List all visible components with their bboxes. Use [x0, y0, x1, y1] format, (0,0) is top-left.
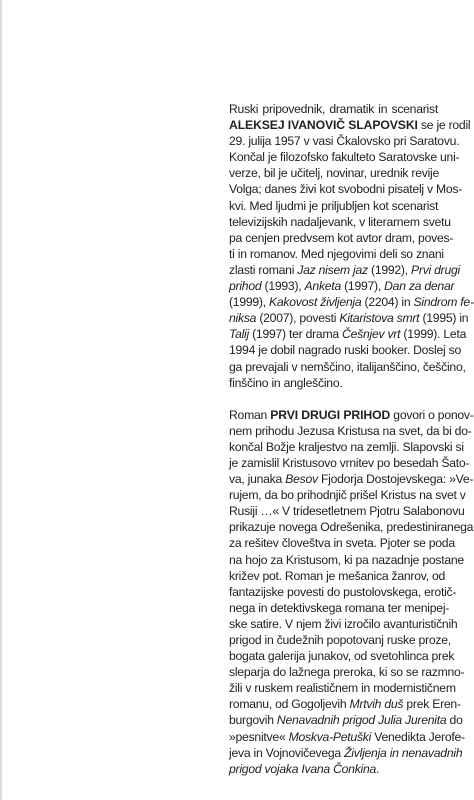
italic-text: Češnjev vrt: [342, 327, 401, 342]
text-line: [229, 455, 470, 471]
text-line: [229, 230, 454, 246]
page-edge: [0, 0, 3, 800]
italic-text: Talij: [229, 327, 249, 342]
italic-text: niksa: [229, 311, 257, 326]
text-line: [229, 745, 463, 761]
text-segment: .: [376, 761, 380, 776]
text-line: [229, 680, 456, 696]
text-segment: verze, bil je učitelj, novinar, urednik revije: [229, 166, 440, 181]
text-line: [229, 503, 465, 519]
text-segment: ti in romanov. Med njegovimi deli so znani: [229, 246, 444, 261]
text-line: [229, 149, 460, 165]
text-segment: Ruski pripovednik, dramatik in scenarist: [229, 102, 438, 116]
text-segment: Roman: [229, 407, 271, 422]
text-segment: 29. julija 1957 v vasi Čkalovsko pri Saratovu.: [229, 134, 460, 149]
text-segment: (2204) in: [361, 295, 414, 310]
text-segment: Fjodorja Dostojevskega: »Ve-: [317, 472, 474, 487]
text-segment: (1992),: [367, 262, 412, 277]
italic-text: Kitaristova smrt: [339, 311, 420, 326]
text-segment: bogata galerija junakov, od svetohlinca prek: [229, 649, 455, 664]
text-line: [229, 133, 460, 149]
text-segment: (1999). Leta: [400, 327, 467, 342]
text-segment: prek Eren-: [403, 697, 461, 712]
italic-text: Besov: [285, 472, 318, 487]
text-segment: (2007), povesti: [256, 311, 340, 326]
text-line: [229, 712, 463, 728]
text-line: [229, 165, 438, 181]
text-line: [229, 616, 458, 632]
italic-text: Anketa: [304, 279, 341, 294]
italic-text: prigod vojaka Ivana Čonkina: [229, 761, 377, 776]
text-segment: (1995) in: [419, 311, 469, 326]
italic-text: Moskva-Petuški: [288, 729, 372, 744]
text-segment: ske satire. V njem živi izročilo avanturističnih: [229, 616, 458, 631]
text-segment: (1993),: [261, 279, 305, 294]
text-line: [229, 487, 466, 503]
text-line: [229, 519, 474, 535]
text-segment: rujem, da bo prihodnjič prišel Kristus na svet v: [229, 488, 466, 503]
text-line: [229, 600, 450, 616]
text-line: [229, 439, 464, 455]
text-segment: do: [446, 713, 463, 728]
text-line: [229, 262, 460, 278]
text-segment: fantazijske povesti do pustolovskega, erotič-: [229, 584, 457, 599]
italic-text: Življenja in nenavadnih: [344, 745, 463, 760]
text-segment: (1997) ter drama: [248, 327, 343, 342]
text-segment: jeva in Vojnovičevega: [229, 745, 345, 760]
italic-text: Sindrom fe-: [413, 295, 474, 310]
text-segment: (1997),: [340, 279, 385, 294]
text-segment: je zamislil Kristusovo vrnitev po besedah Šato-: [229, 455, 470, 470]
text-line: [229, 310, 469, 326]
text-line: [229, 198, 438, 214]
text-line: [229, 423, 472, 439]
text-segment: Končal je filozofsko fakulteto Saratovske uni-: [229, 150, 460, 165]
text-line: [229, 632, 451, 648]
text-segment: »pesnitve«: [229, 729, 289, 744]
text-column: [229, 101, 474, 777]
text-line: [229, 359, 466, 375]
text-segment: križev pot. Roman je mešanica žanrov, od: [229, 568, 446, 583]
text-segment: Rusiji …« V tridesetletnem Pjotru Salabonovu: [229, 504, 465, 519]
text-segment: končal Božje kraljestvo na zemlji. Slapovski si: [229, 439, 464, 454]
text-segment: se je rodil: [417, 118, 471, 133]
text-line: [229, 664, 465, 680]
text-segment: kvi. Med ljudmi je priljubljen kot scenarist: [229, 198, 439, 213]
text-line: [229, 375, 438, 391]
text-segment: burgovih: [229, 713, 277, 728]
text-segment: va, junaka: [229, 472, 286, 487]
text-segment: nem prihodu Jezusa Kristusa na svet, da bi do-: [229, 423, 472, 438]
text-line: [229, 181, 463, 197]
text-segment: 1994 je dobil nagrado ruski booker. Doslej so: [229, 343, 461, 358]
text-segment: na hojo za Kristusom, ki pa nazadnje postane: [229, 552, 464, 567]
text-line: [229, 584, 457, 600]
text-line: [229, 101, 438, 117]
text-line: [229, 214, 451, 230]
text-line: [229, 761, 438, 777]
text-segment: romanu, od Gogoljevih: [229, 697, 350, 712]
bold-text: ALEKSEJ IVANOVIČ SLAPOVSKI: [229, 118, 418, 133]
text-line: [229, 552, 464, 568]
italic-text: Mrtvih duš: [349, 697, 404, 712]
text-line: [229, 568, 446, 584]
text-segment: (1999),: [229, 295, 270, 310]
author-bio-paragraph: [229, 101, 474, 391]
text-segment: prigod in čudežnih popotovanj ruske proze,: [229, 633, 451, 647]
text-line: [229, 407, 474, 423]
text-line: [229, 294, 474, 310]
italic-text: Jaz nisem jaz: [297, 262, 368, 277]
text-segment: finščino in angleščino.: [229, 375, 343, 390]
text-line: [229, 278, 455, 294]
novel-description-paragraph: [229, 407, 474, 777]
text-line: [229, 326, 467, 342]
text-segment: žili v ruskem realističnem in modernističnem: [229, 681, 456, 696]
text-segment: nega in detektivskega romana ter menipej-: [229, 600, 450, 615]
text-segment: Venedikta Jerofe-: [371, 729, 465, 744]
bold-text: PRVI DRUGI PRIHOD: [270, 407, 391, 422]
text-line: [229, 246, 444, 262]
text-segment: zlasti romani: [229, 262, 298, 277]
text-line: [229, 471, 474, 487]
italic-text: Kakovost življenja: [269, 295, 362, 310]
text-line: [229, 696, 461, 712]
text-segment: ga prevajali v nemščino, italijanščino, češčino,: [229, 359, 466, 374]
text-segment: Volga; danes živi kot svobodni pisatelj v Mos-: [229, 182, 463, 197]
italic-text: prihod: [229, 279, 262, 294]
italic-text: Nenavadnih prigod Julia Jurenita: [276, 713, 447, 728]
text-segment: pa cenjen predvsem kot avtor dram, poves-: [229, 230, 454, 245]
text-line: [229, 535, 455, 551]
text-segment: za rešitev človeštva in sveta. Pjoter se poda: [229, 536, 455, 551]
text-segment: govori o ponov-: [390, 407, 474, 422]
text-line: [229, 117, 471, 133]
text-line: [229, 342, 461, 358]
text-segment: prikazuje novega Odrešenika, predestiniranega: [229, 520, 474, 535]
italic-text: Dan za denar: [384, 279, 455, 294]
text-segment: sleparja do lažnega preroka, ki so se razmno-: [229, 665, 465, 680]
italic-text: Prvi drugi: [411, 262, 460, 277]
text-line: [229, 648, 455, 664]
text-segment: televizijskih nadaljevank, v literarnem svetu: [229, 214, 451, 229]
text-line: [229, 729, 465, 745]
